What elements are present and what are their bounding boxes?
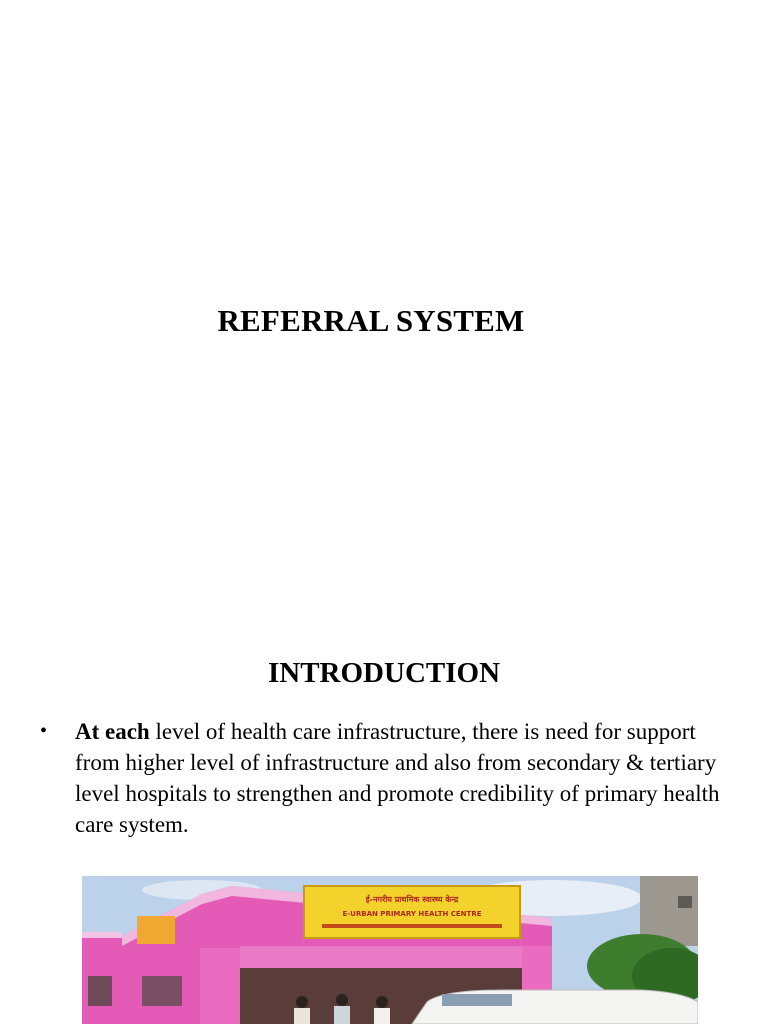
person (334, 1006, 350, 1024)
section-heading: INTRODUCTION (267, 657, 501, 689)
sign-line-english: E-URBAN PRIMARY HEALTH CENTRE (342, 910, 482, 918)
bullet-lead: At each (75, 719, 150, 744)
side-sign (137, 916, 175, 944)
window (88, 976, 112, 1006)
person (296, 996, 308, 1008)
bullet-text (75, 716, 735, 840)
slide-title: REFERRAL SYSTEM (217, 303, 525, 338)
car-window (442, 994, 512, 1006)
window (142, 976, 182, 1006)
trim (82, 932, 122, 938)
bullet-marker: • (40, 720, 48, 742)
portico-beam (240, 946, 552, 968)
health-centre-illustration (82, 876, 698, 1024)
pillar (200, 948, 240, 1024)
person (336, 994, 348, 1006)
sign-strip (322, 924, 502, 928)
person (374, 1008, 390, 1024)
bullet-body: level of health care infrastructure, there is need for support from higher level of infrastructure and also from secondary & tertiary level hospitals to strengthen and promote credibility of primary health care system. (75, 719, 720, 837)
health-centre-photo (82, 876, 698, 1024)
window (678, 896, 692, 908)
person (294, 1008, 310, 1024)
sign-line-hindi: ई-नगरीय प्राथमिक स्वास्थ्य केन्द्र (365, 895, 459, 904)
person (376, 996, 388, 1008)
